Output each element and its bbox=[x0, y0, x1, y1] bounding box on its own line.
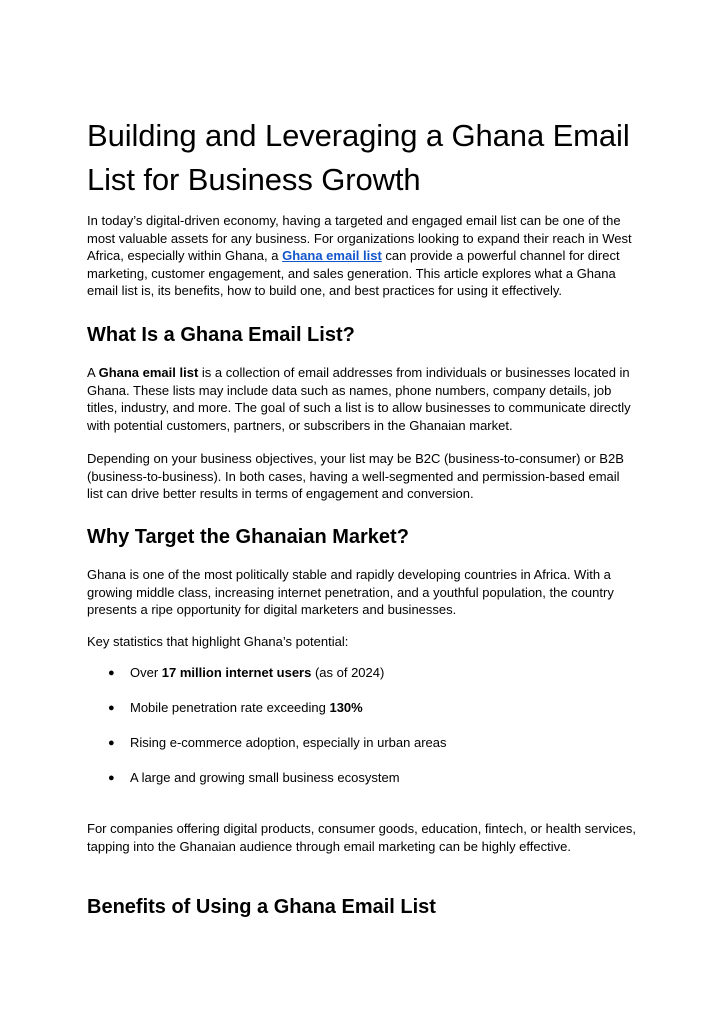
bullet-icon: ● bbox=[108, 737, 115, 749]
what-is-paragraph-2: Depending on your business objectives, your list may be B2C (business-to-consumer) or B2B (business-to-business). In both cases, having a well-segmented and permission-based email list can drive better results in terms of engagement and conversion. bbox=[87, 451, 624, 502]
list-item-bold: 17 million internet users bbox=[161, 665, 312, 680]
what-is-rest: is a collection of email addresses from individuals or businesses located in Ghana. These lists may include data such as names, phone numbers, company details, job titles, industry, and more. The goal of such a list is to allow businesses to communicate directly with potential customers, partners, or subscribers in the Ghanaian market. bbox=[87, 365, 631, 433]
key-statistics-intro: Key statistics that highlight Ghana’s potential: bbox=[87, 634, 349, 649]
bullet-icon: ● bbox=[108, 772, 115, 784]
list-item bbox=[87, 768, 647, 788]
list-item bbox=[87, 698, 647, 718]
bullet-icon: ● bbox=[108, 702, 115, 714]
list-item bbox=[87, 663, 647, 683]
section-heading-benefits: Benefits of Using a Ghana Email List bbox=[87, 896, 436, 918]
page-title: Building and Leveraging a Ghana Email List for Business Growth bbox=[87, 118, 630, 197]
list-item-text: Mobile penetration rate exceeding bbox=[130, 700, 330, 715]
bullet-icon: ● bbox=[108, 667, 115, 679]
list-item-text: Rising e-commerce adoption, especially in urban areas bbox=[130, 735, 447, 750]
what-is-paragraph-1 bbox=[87, 364, 637, 434]
list-item-text: A large and growing small business ecosystem bbox=[130, 770, 400, 785]
intro-text-after: can provide a powerful channel for direct marketing, customer engagement, and sales generation. This article explores what a Ghana email list is, its benefits, how to build one, and best practices for using it effectively. bbox=[87, 248, 620, 299]
why-target-paragraph-3: For companies offering digital products, consumer goods, education, fintech, or health services, tapping into the Ghanaian audience through email marketing can be highly effective. bbox=[87, 821, 636, 854]
list-item-suffix: (as of 2024) bbox=[311, 665, 385, 680]
what-is-prefix: A bbox=[87, 365, 99, 380]
list-item-bold: 130% bbox=[329, 700, 363, 715]
ghana-email-list-link[interactable]: Ghana email list bbox=[282, 248, 382, 264]
list-item bbox=[87, 733, 647, 753]
intro-text-before: In today’s digital-driven economy, having a targeted and engaged email list can be one of the most valuable assets for any business. For organizations looking to expand their reach in West Africa, especially within Ghana, a bbox=[87, 213, 632, 264]
why-target-paragraph-1: Ghana is one of the most politically stable and rapidly developing countries in Africa. With a growing middle class, increasing internet penetration, and a youthful population, the country presents a ripe opportunity for digital marketers and businesses. bbox=[87, 567, 614, 618]
list-item-text: Over bbox=[130, 665, 162, 680]
section-heading-what-is: What Is a Ghana Email List? bbox=[87, 324, 355, 346]
section-heading-why-target: Why Target the Ghanaian Market? bbox=[87, 526, 409, 548]
intro-paragraph bbox=[87, 212, 637, 300]
what-is-bold-term: Ghana email list bbox=[98, 365, 199, 380]
